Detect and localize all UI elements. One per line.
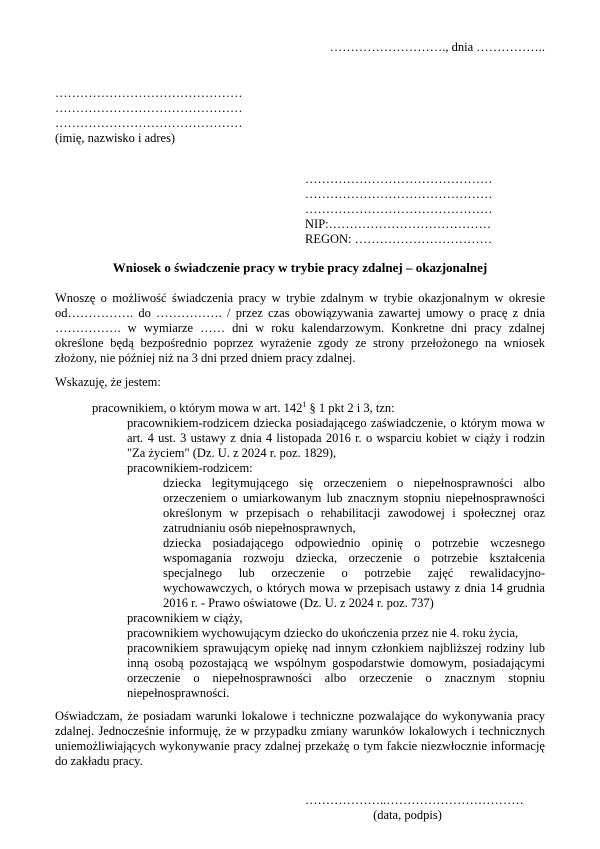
sender-fill-line: ………………………………………	[55, 86, 243, 100]
closing-paragraph: Oświadczam, że posiadam warunki lokalowe i techniczne pozwalające do wykonywania pracy zdalnej. Jednocześnie informuję, że w przypadku zmiany warunków lokalowych i technicznych uniemożliwiających wykonywanie pracy zdalnej przekażę o tym fakcie niezwłocznie informację do zakładu pracy.	[55, 709, 545, 768]
list-item-child-disability: dziecka legitymującego się orzeczeniem o niepełnosprawności albo orzeczeniem o umiarkowanym lub znacznym stopniu niepełnosprawności określonym w przepisach o rehabilitacji zawodowej i społecznej oraz zatrudnianiu osób niepełnosprawnych,	[163, 476, 545, 535]
list-item-child-opinion: dziecka posiadającego odpowiednio opinię o potrzebie wczesnego wspomagania rozwoju dziecka, orzeczenie o potrzebie kształcenia specjalnego lub orzeczenie o potrzebie zajęć rewalidacyjno-wychowawczych, o których mowa w przepisach ustawy z dnia 14 grudnia 2016 r. - Prawo oświatowe (Dz. U. z 2024 r. poz. 737)	[163, 536, 545, 610]
date-line: ………………………., dnia ……………..	[329, 40, 545, 54]
intro-paragraph: Wnoszę o możliwość świadczenia pracy w trybie zdalnym w trybie okazjonalnym w okresie od……………. do ……………. / przez czas obowiązywania zawartej umowy o pracę z dnia ……………. w wymiarze …… dni w roku kalendarzowym. Konkretne dni pracy zdalnej określone będą bezpośrednio poprzez wyrażenie zgody ze strony przełożonego na wniosek złożony, nie później niż na 3 dni przed dniem pracy zdalnej.	[55, 291, 545, 365]
signature-caption: (data, podpis)	[373, 808, 442, 822]
sender-fill-line: ………………………………………	[55, 116, 243, 130]
sender-caption: (imię, nazwisko i adres)	[55, 131, 176, 145]
list-item-pregnant: pracownikiem w ciąży,	[127, 611, 243, 625]
sender-block	[55, 86, 545, 146]
signature-fill-line: ………………..……………………………	[305, 793, 524, 807]
list-item-child-under-4: pracownikiem wychowującym dziecko do ukończenia przez nie 4. roku życia,	[127, 626, 519, 640]
sender-fill-line: ………………………………………	[55, 101, 243, 115]
article-text-pre: pracownikiem, o którym mowa w art. 142	[92, 401, 303, 415]
recipient-fill-line: ………………………………………	[305, 202, 493, 216]
recipient-regon-line: REGON: ……………………………	[305, 232, 493, 246]
list-item-parent-certificate: pracownikiem-rodzicem dziecka posiadającego zaświadczenie, o którym mowa w art. 4 ust. 3 ustawy z dnia 4 listopada 2016 r. o wsparciu kobiet w ciąży i rodzin "Za życiem" (Dz. U. z 2024 r. poz. 1829),	[127, 416, 545, 460]
recipient-fill-line: ………………………………………	[305, 187, 493, 201]
article-superscript: 1	[302, 399, 307, 409]
signature-block	[305, 793, 524, 823]
list-item-employee-article	[92, 401, 545, 416]
recipient-fill-line: ………………………………………	[305, 172, 493, 186]
list-item-parent-of: pracownikiem-rodzicem:	[127, 461, 253, 475]
declaration-lead: Wskazuję, że jestem:	[55, 375, 161, 389]
list-item-caregiver: pracownikiem sprawującym opiekę nad innym członkiem najbliższej rodziny lub inną osobą pozostającą we wspólnym gospodarstwie domowym, posiadającymi orzeczenie o niepełnosprawności albo orzeczenie o znacznym stopniu niepełnosprawności.	[127, 641, 545, 700]
recipient-nip-line: NIP:…………………………………	[305, 217, 492, 231]
article-text-post: § 1 pkt 2 i 3, tzn:	[306, 401, 395, 415]
recipient-block	[305, 172, 545, 247]
document-title: Wniosek o świadczenie pracy w trybie pracy zdalnej – okazjonalnej	[112, 260, 488, 275]
declaration-list	[55, 401, 545, 701]
